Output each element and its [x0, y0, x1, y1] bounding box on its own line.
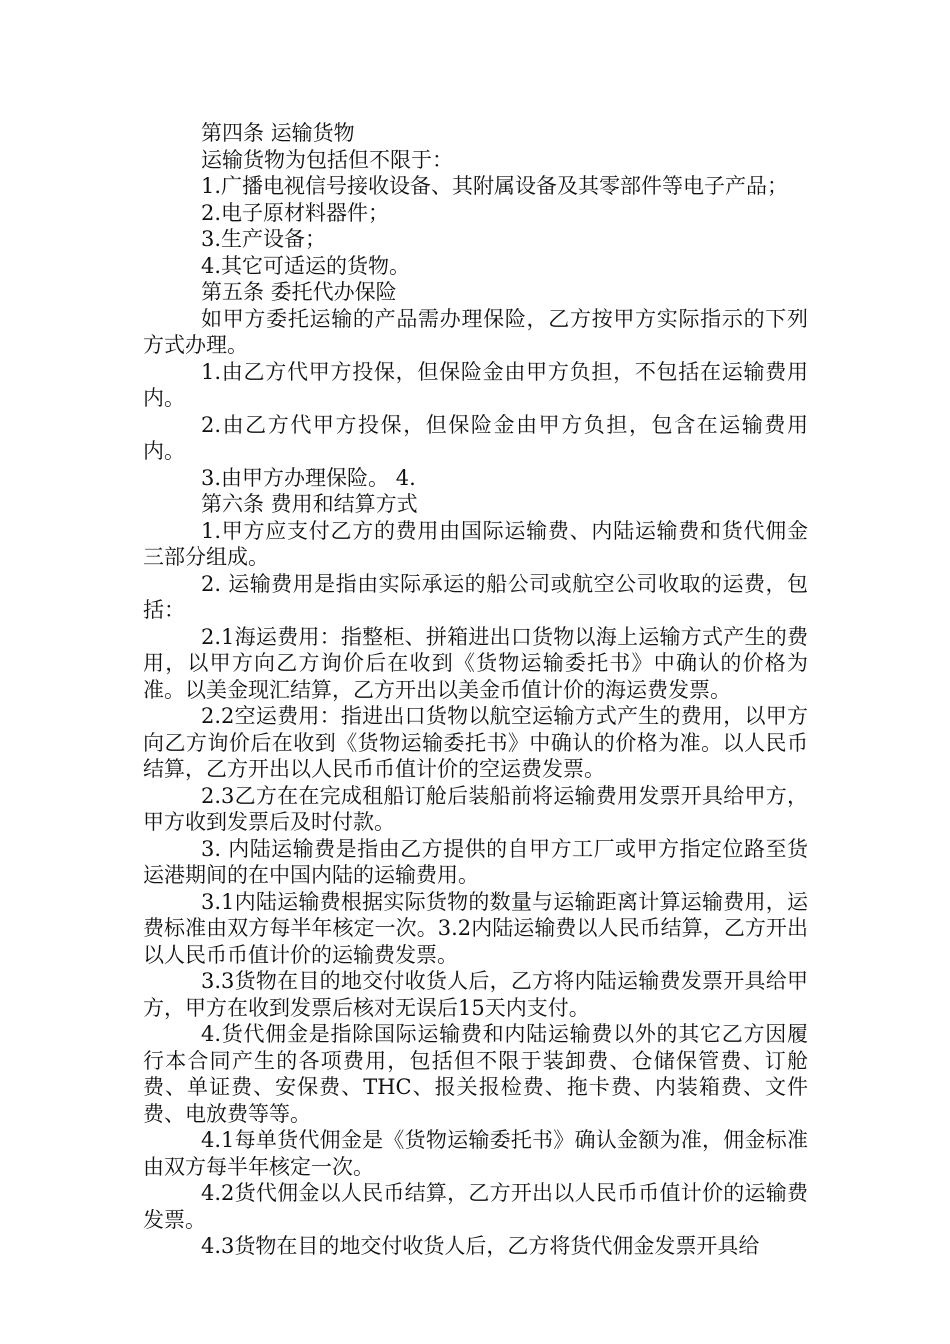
paragraph: 4.2货代佣金以人民币结算，乙方开出以人民币币值计价的运输费发票。: [143, 1181, 808, 1232]
article-heading: 第六条 费用和结算方式: [201, 492, 418, 516]
paragraph: 2. 运输费用是指由实际承运的船公司或航空公司收取的运费，包括：: [143, 571, 808, 622]
paragraph: 1.甲方应支付乙方的费用由国际运输费、内陆运输费和货代佣金三部分组成。: [143, 518, 808, 569]
paragraph: 如甲方委托运输的产品需办理保险，乙方按甲方实际指示的下列方式办理。: [143, 306, 808, 357]
list-item: 1.由乙方代甲方投保，但保险金由甲方负担，不包括在运输费用内。: [143, 359, 808, 410]
article-heading: 第四条 运输货物: [201, 121, 355, 145]
list-item: 1.广播电视信号接收设备、其附属设备及其零部件等电子产品；: [201, 174, 789, 198]
document-body: [143, 120, 808, 1260]
paragraph: 3.3货物在目的地交付收货人后，乙方将内陆运输费发票开具给甲方，甲方在收到发票后核对无误后15天内支付。: [143, 969, 808, 1020]
article-heading: 第五条 委托代办保险: [201, 280, 397, 304]
list-item: 4.其它可适运的货物。: [201, 253, 411, 278]
list-item: 3.生产设备；: [201, 227, 327, 251]
list-item: 2.电子原材料器件；: [201, 200, 390, 225]
list-item: 2.由乙方代甲方投保，但保险金由甲方负担，包含在运输费用内。: [143, 412, 808, 463]
list-item: 3.由甲方办理保险。 4.: [201, 465, 416, 490]
paragraph: 运输货物为包括但不限于：: [201, 147, 453, 172]
paragraph: 4.1每单货代佣金是《货物运输委托书》确认金额为准，佣金标准由双方每半年核定一次。: [143, 1128, 808, 1179]
paragraph: 3. 内陆运输费是指由乙方提供的自甲方工厂或甲方指定位路至货运港期间的在中国内陆的运输费用。: [143, 836, 808, 887]
paragraph: 2.2空运费用：指进出口货物以航空运输方式产生的费用，以甲方向乙方询价后在收到《货物运输委托书》中确认的价格为准。以人民币结算，乙方开出以人民币币值计价的空运费发票。: [143, 704, 808, 781]
paragraph: 4.3货物在目的地交付收货人后，乙方将货代佣金发票开具给: [201, 1234, 760, 1258]
paragraph: 2.1海运费用：指整柜、拼箱进出口货物以海上运输方式产生的费用，以甲方向乙方询价后在收到《货物运输委托书》中确认的价格为准。以美金现汇结算，乙方开出以美金币值计价的海运费发票。: [143, 624, 808, 702]
paragraph: 2.3乙方在在完成租船订舱后装船前将运输费用发票开具给甲方，甲方收到发票后及时付款。: [143, 783, 808, 834]
paragraph: 4.货代佣金是指除国际运输费和内陆运输费以外的其它乙方因履行本合同产生的各项费用，包括但不限于装卸费、仓储保管费、订舱费、单证费、安保费、THC、报关报检费、拖卡费、内装箱费、文件费、电放费等等。: [143, 1022, 808, 1126]
paragraph: 3.1内陆运输费根据实际货物的数量与运输距离计算运输费用，运费标准由双方每半年核定一次。3.2内陆运输费以人民币结算，乙方开出以人民币币值计价的运输费发票。: [143, 889, 808, 967]
